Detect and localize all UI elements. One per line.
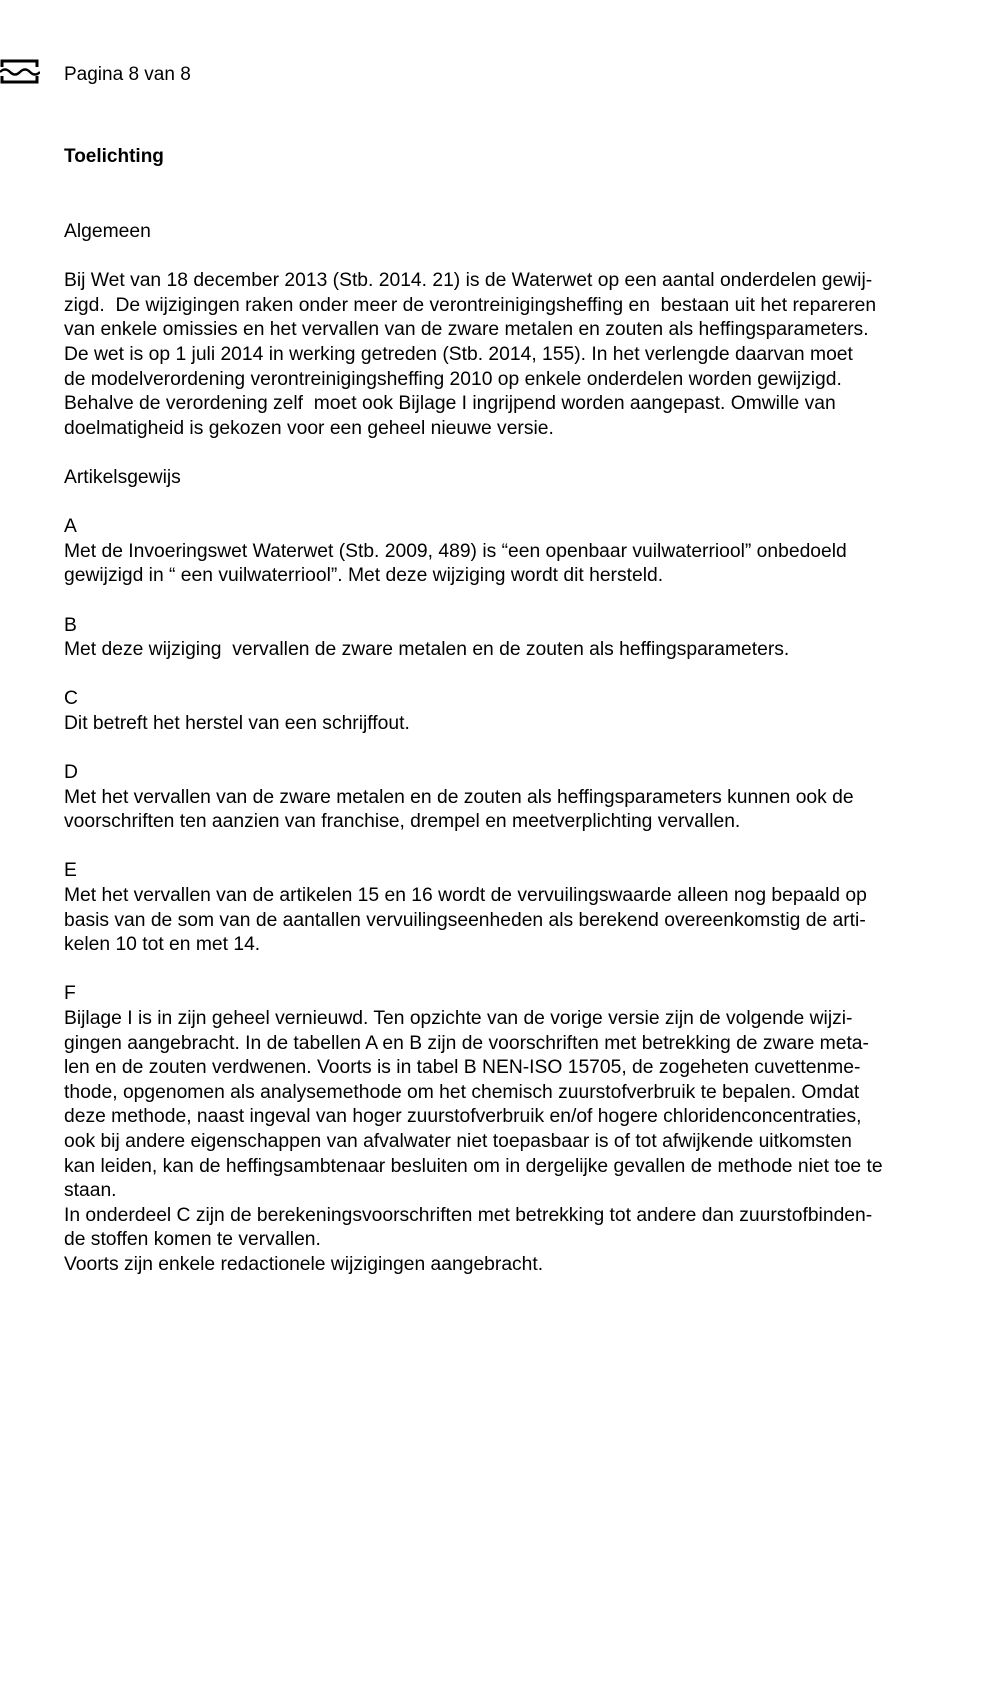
- section-heading: Algemeen: [64, 221, 151, 242]
- section-d: [64, 761, 984, 859]
- document-body: [64, 220, 984, 1278]
- paragraph-line: de modelverordening verontreinigingsheffing 2010 op enkele onderdelen worden gewijzigd.: [64, 368, 842, 390]
- paragraph-line: Met deze wijziging vervallen de zware metalen en de zouten als heffingsparameters.: [64, 639, 790, 661]
- paragraph-line: basis van de som van de aantallen vervuilingseenheden als berekend overeenkomstig de arti-: [64, 909, 866, 931]
- paragraph-line: ook bij andere eigenschappen van afvalwater niet toepasbaar is of tot afwijkende uitkomsten: [64, 1130, 852, 1152]
- paragraph-line: Bij Wet van 18 december 2013 (Stb. 2014. 21) is de Waterwet op een aantal onderdelen gewij-: [64, 270, 873, 292]
- paragraph-line: Met het vervallen van de zware metalen en de zouten als heffingsparameters kunnen ook de: [64, 786, 854, 808]
- paragraph-line: gewijzigd in “ een vuilwaterriool”. Met deze wijziging wordt dit hersteld.: [64, 565, 664, 587]
- paragraph-line: In onderdeel C zijn de berekeningsvoorschriften met betrekking tot andere dan zuurstofbinden-: [64, 1204, 873, 1226]
- paragraph-line: Dit betreft het herstel van een schrijffout.: [64, 712, 410, 734]
- section-a: [64, 515, 984, 613]
- spacer: [64, 663, 984, 688]
- paragraph-line: doelmatigheid is gekozen voor een geheel nieuwe versie.: [64, 417, 554, 439]
- paragraph-line: Voorts zijn enkele redactionele wijzigingen aangebracht.: [64, 1253, 544, 1275]
- section-heading: A: [64, 516, 77, 538]
- spacer: [64, 441, 984, 466]
- section-heading: C: [64, 688, 78, 710]
- paragraph-line: staan.: [64, 1180, 117, 1202]
- spacer: [64, 835, 984, 860]
- paragraph-line: kan leiden, kan de heffingsambtenaar besluiten om in dergelijke gevallen de methode niet toe te: [64, 1155, 883, 1177]
- section-c: [64, 687, 984, 761]
- section-heading: D: [64, 762, 78, 784]
- paragraph-line: Met het vervallen van de artikelen 15 en 16 wordt de vervuilingswaarde alleen nog bepaald op: [64, 885, 867, 907]
- spacer: [64, 245, 984, 270]
- section-e: [64, 859, 984, 982]
- paragraph-line: de stoffen komen te vervallen.: [64, 1229, 321, 1251]
- section-artikelsgewijs: [64, 466, 984, 515]
- spacer: [64, 958, 984, 983]
- section-algemeen: [64, 220, 984, 466]
- document-title: Toelichting: [64, 146, 164, 167]
- section-f: [64, 982, 984, 1277]
- waterboard-logo-icon: [0, 58, 40, 84]
- spacer: [64, 736, 984, 761]
- paragraph-line: van enkele omissies en het vervallen van de zware metalen en zouten als heffingsparameters.: [64, 319, 869, 341]
- section-heading: E: [64, 860, 77, 882]
- section-b: [64, 614, 984, 688]
- paragraph-line: Met de Invoeringswet Waterwet (Stb. 2009, 489) is “een openbaar vuilwaterriool” onbedoeld: [64, 540, 847, 562]
- page-number: Pagina 8 van 8: [64, 64, 191, 85]
- section-heading: B: [64, 614, 77, 636]
- section-heading: Artikelsgewijs: [64, 466, 181, 488]
- paragraph-line: voorschriften ten aanzien van franchise, drempel en meetverplichting vervallen.: [64, 811, 741, 833]
- paragraph-line: gingen aangebracht. In de tabellen A en B zijn de voorschriften met betrekking de zware meta-: [64, 1032, 869, 1054]
- spacer: [64, 491, 984, 516]
- paragraph-line: thode, opgenomen als analysemethode om het chemisch zuurstofverbruik te bepalen. Omdat: [64, 1081, 860, 1103]
- section-heading: F: [64, 983, 76, 1005]
- paragraph-line: len en de zouten verdwenen. Voorts is in tabel B NEN-ISO 15705, de zogeheten cuvettenme-: [64, 1057, 861, 1079]
- paragraph-line: kelen 10 tot en met 14.: [64, 934, 261, 956]
- paragraph-line: Bijlage I is in zijn geheel vernieuwd. Ten opzichte van de vorige versie zijn de volgende wijzi-: [64, 1008, 853, 1029]
- paragraph-line: Behalve de verordening zelf moet ook Bijlage I ingrijpend worden aangepast. Omwille van: [64, 393, 836, 415]
- spacer: [64, 589, 984, 614]
- paragraph-line: zigd. De wijzigingen raken onder meer de verontreinigingsheffing en bestaan uit het repareren: [64, 294, 877, 316]
- paragraph-line: deze methode, naast ingeval van hoger zuurstofverbruik en/of hogere chloridenconcentraties,: [64, 1106, 862, 1128]
- paragraph-line: De wet is op 1 juli 2014 in werking getreden (Stb. 2014, 155). In het verlengde daarvan moet: [64, 343, 853, 365]
